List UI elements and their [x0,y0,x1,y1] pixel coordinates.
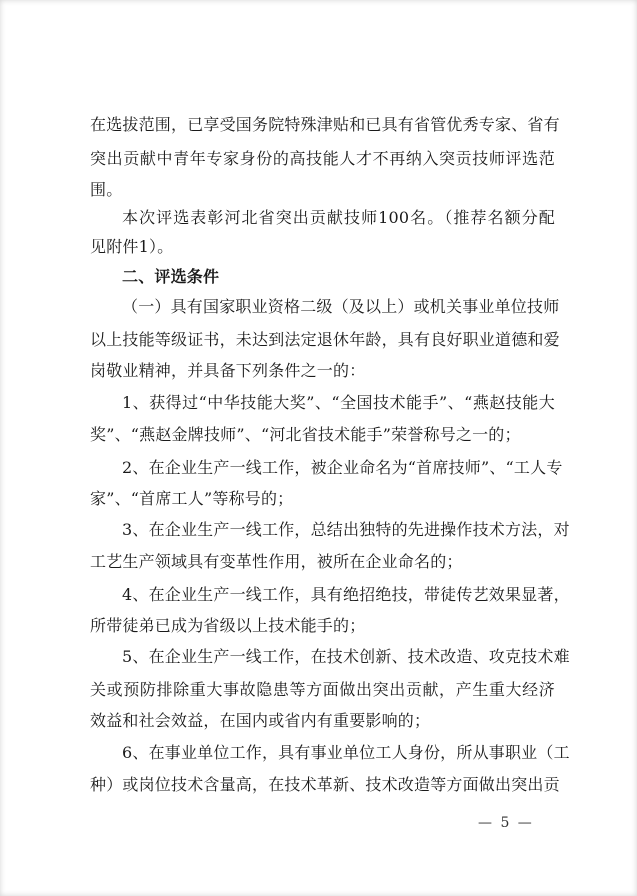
text-line: 家”、“首席工人”等称号的； [90,489,294,508]
text-line: 岗敬业精神，并具备下列条件之一的： [90,361,366,380]
text-line: 在选拔范围，已享受国务院特殊津贴和已具有省管优秀专家、省有 [90,115,560,134]
text-line: 本次评选表彰河北省突出贡献技师100名。（推荐名额分配 [122,208,555,227]
text-line: 所带徒弟已成为省级以上技术能手的； [90,616,366,635]
text-line: 4、在企业生产一线工作，具有绝招绝技，带徒传艺效果显著， [122,585,570,604]
text-line: 2、在企业生产一线工作，被企业命名为“首席技师”、“工人专 [122,458,563,477]
text-line: 以上技能等级证书，未达到法定退休年龄，具有良好职业道德和爱 [90,330,560,349]
text-line: 工艺生产领域具有变革性作用，被所在企业命名的； [90,552,463,571]
text-line: 突出贡献中青年专家身份的高技能人才不再纳入突贡技师评选范 [90,149,555,168]
text-line: 关或预防排除重大事故隐患等方面做出突出贡献，产生重大经济 [90,680,555,699]
text-line: 6、在事业单位工作，具有事业单位工人身份，所从事职业（工 [122,743,570,762]
text-line: 见附件1）。 [90,237,174,256]
text-line: 1、获得过“中华技能大奖”、“全国技术能手”、“燕赵技能大 [122,393,555,412]
text-line: 奖”、“燕赵金牌技师”、“河北省技术能手”荣誉称号之一的； [90,425,521,444]
text-line: 围。 [90,180,123,199]
text-line: 效益和社会效益，在国内或省内有重要影响的； [90,711,431,730]
section-heading: 二、评选条件 [122,267,220,286]
text-line: 种）或岗位技术含量高，在技术革新、技术改造等方面做出突出贡 [90,775,560,794]
text-line: 5、在企业生产一线工作，在技术创新、技术改造、攻克技术难 [122,647,570,666]
text-line: （一）具有国家职业资格二级（及以上）或机关事业单位技师 [122,297,560,316]
text-line: 3、在企业生产一线工作，总结出独特的先进操作技术方法，对 [122,520,570,539]
page-number: — 5 — [478,815,534,831]
